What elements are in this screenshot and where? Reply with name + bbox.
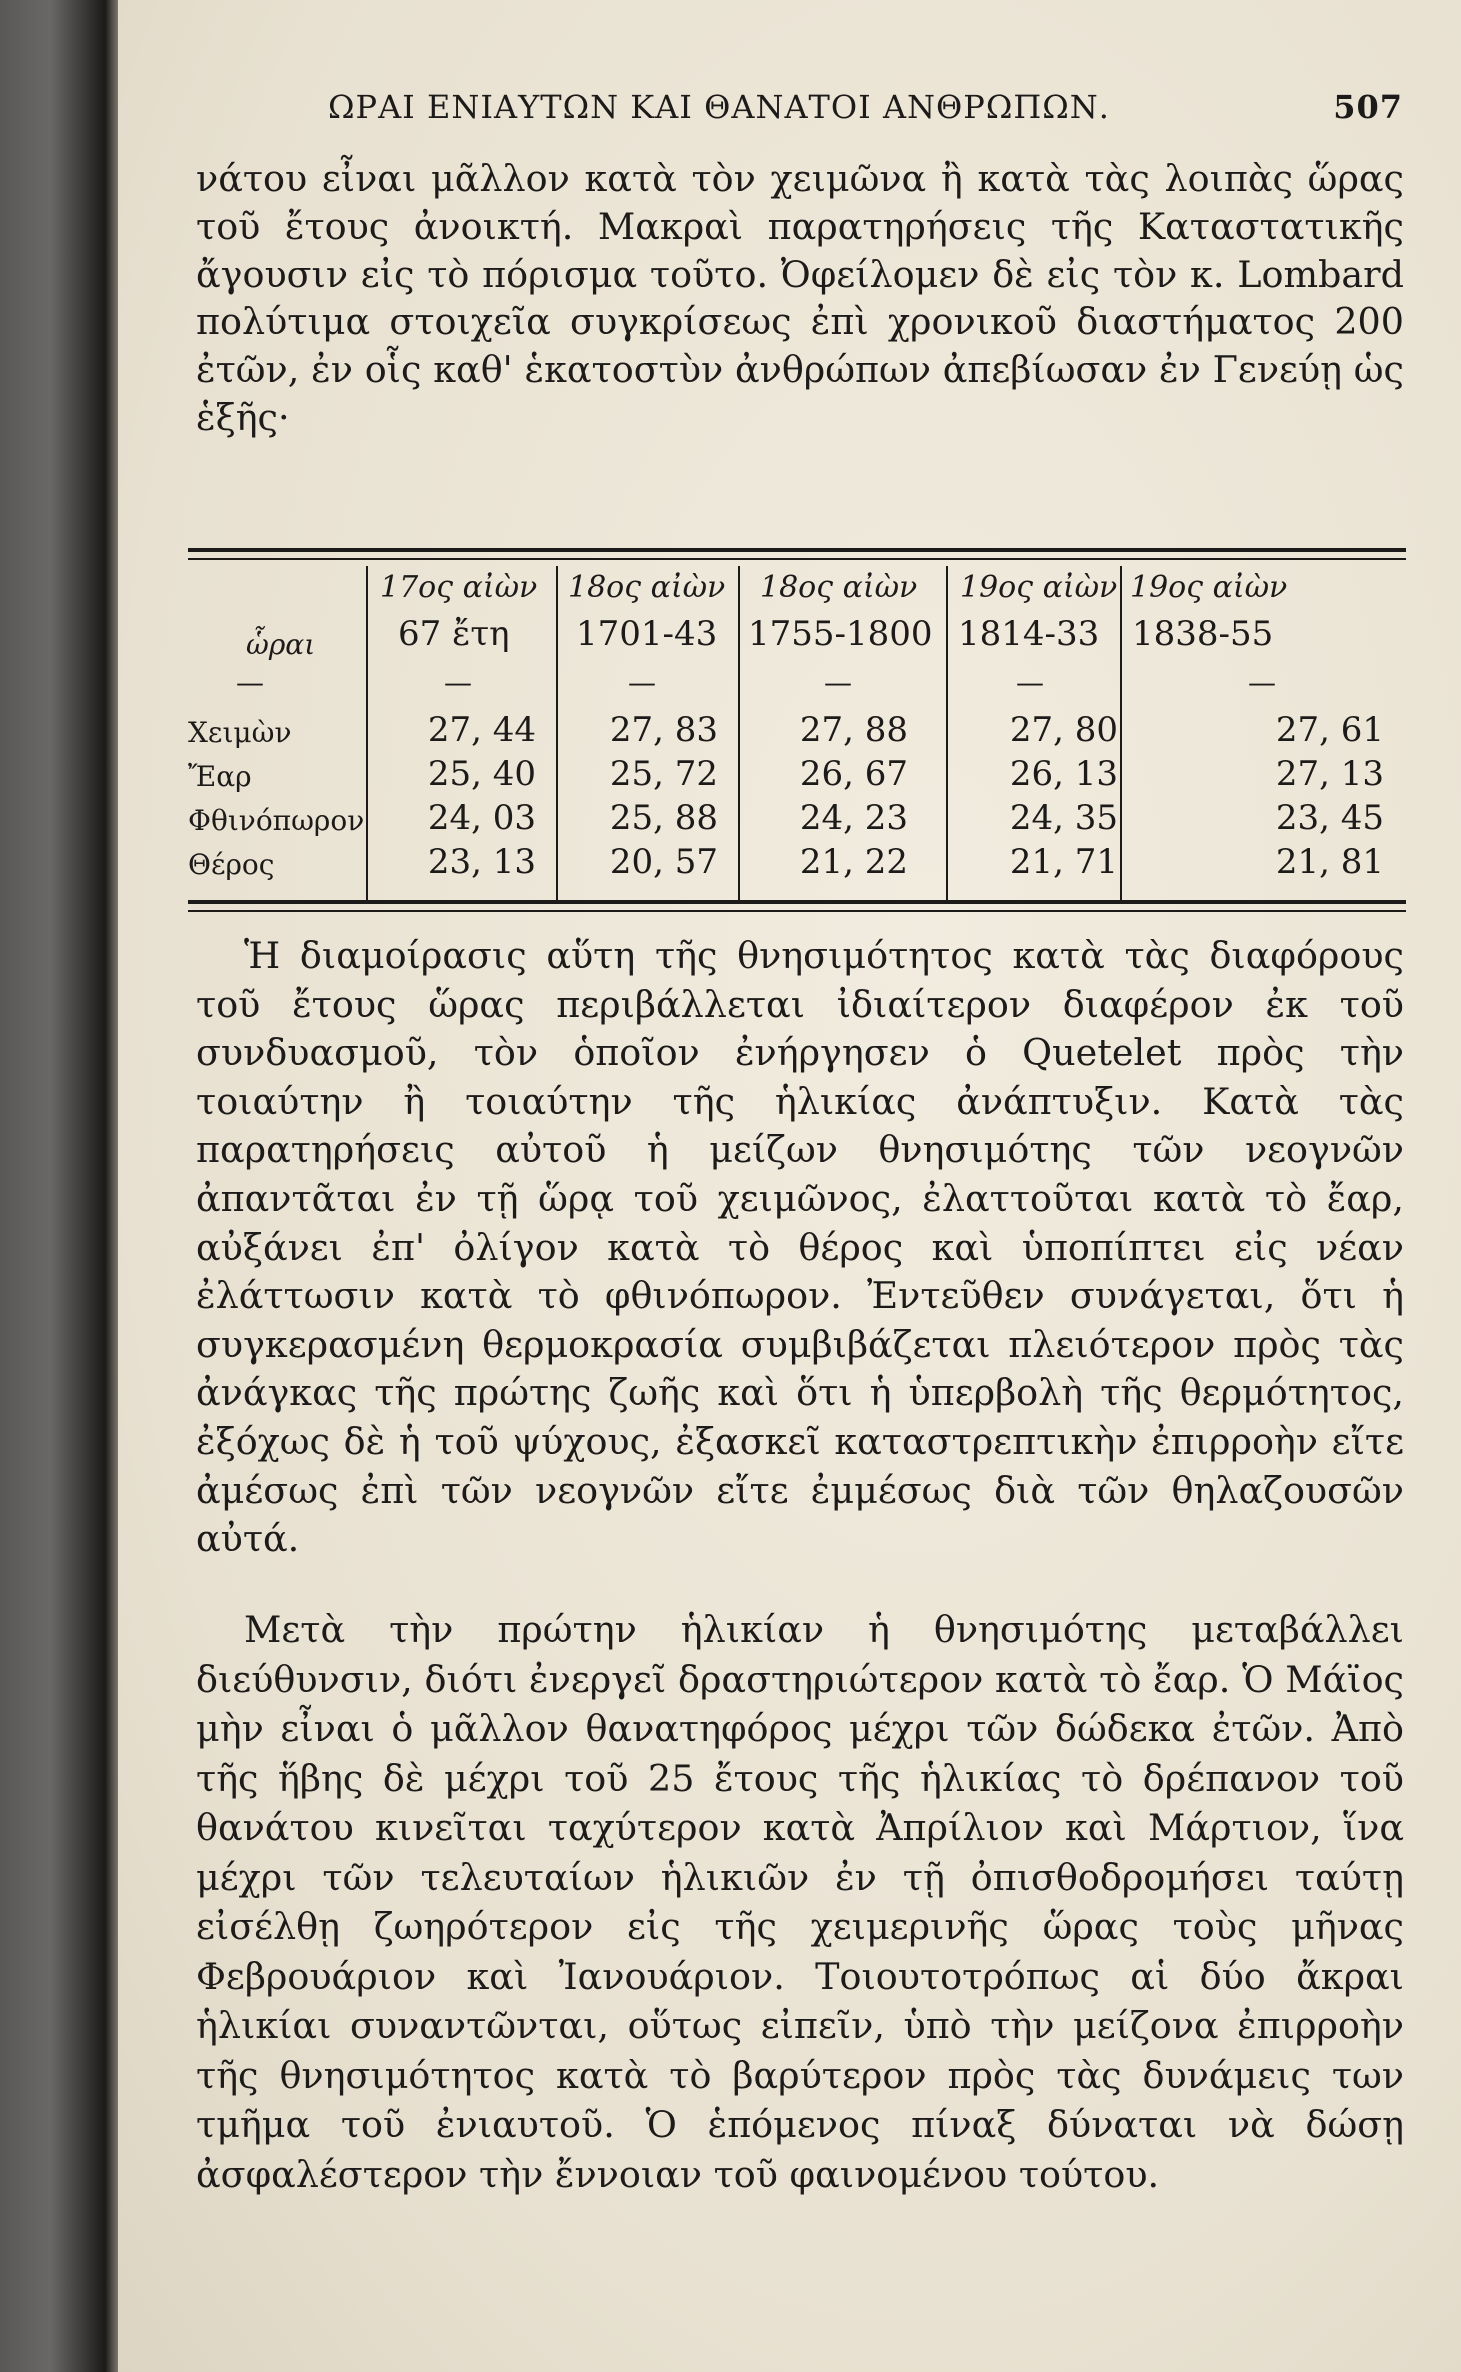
table-cell: 25, 40 <box>427 754 536 794</box>
table-cell: 25, 72 <box>609 754 718 794</box>
row-label-autumn: Φθινόπωρον <box>188 804 365 837</box>
column-divider <box>738 566 740 900</box>
table-cell: 27, 80 <box>1009 710 1118 750</box>
column-header-period: 67 ἔτη <box>398 614 510 654</box>
column-divider <box>366 566 368 900</box>
separator-dash: — <box>628 666 656 699</box>
paragraph-2-text: Ἡ διαμοίρασις αὕτη τῆς θνησιμότητος κατὰ τὰς διαφόρους τοῦ ἔτους ὥρας περιβάλλεται ἰδιαίτερον διαφέρον ἐκ τοῦ συνδυασμοῦ, τὸν ὁποῖον ἐνήργησεν ὁ Quetelet πρὸς τὴν τοιαύτην ἢ τοιαύτην τῆς ἡλικίας ἀνάπτυξιν. Κατὰ τὰς παρατηρήσεις αὐτοῦ ἡ μείζων θνησιμότης τῶν νεογνῶν ἀπαντᾶται ἐν τῇ ὥρᾳ τοῦ χειμῶνος, ἐλαττοῦται κατὰ τὸ ἔαρ, αὐξάνει ἐπ' ὀλίγον κατὰ τὸ θέρος καὶ ὑποπίπτει εἰς νέαν ἐλάττωσιν κατὰ τὸ φθινόπωρον. Ἐντεῦθεν συνάγεται, ὅτι ἡ συγκερασμένη θερμοκρασία συμβιβάζεται πλειότερον πρὸς τὰς ἀνάγκας τῆς πρώτης ζωῆς καὶ ὅτι ἡ ὑπερβολὴ τῆς θερμότητος, ἐξόχως δὲ ἡ τοῦ ψύχους, ἐξασκεῖ καταστρεπτικὴν ἐπιρροὴν εἴτε ἀμέσως ἐπὶ τῶν νεογνῶν εἴτε ἐμμέσως διὰ τῶν θηλαζουσῶν αὐτά. <box>196 934 1404 1561</box>
running-title: ΩΡΑΙ ΕΝΙΑΥΤΩΝ ΚΑΙ ΘΑΝΑΤΟΙ ΑΝΘΡΩΠΩΝ. <box>328 88 1110 126</box>
paragraph-1: νάτου εἶναι μᾶλλον κατὰ τὸν χειμῶνα ἢ κατὰ τὰς λοιπὰς ὥρας τοῦ ἔτους ἀνοικτή. Μακραὶ παρατηρήσεις τῆς Καταστατικῆς ἄγουσιν εἰς τὸ πόρισμα τοῦτο. Ὀφείλομεν δὲ εἰς τὸν κ. Lombard πολύτιμα στοιχεῖα συγκρίσεως ἐπὶ χρονικοῦ διαστήματος 200 ἐτῶν, ἐν οἷς καθ' ἑκατοστὺν ἀνθρώπων ἀπεβίωσαν ἐν Γενεύῃ ὡς ἑξῆς· <box>196 157 1404 439</box>
separator-dash: — <box>444 666 472 699</box>
table-rule-top-thin <box>188 558 1406 560</box>
separator-dash: — <box>1016 666 1044 699</box>
table-cell: 21, 22 <box>799 842 908 882</box>
table-cell: 26, 13 <box>1009 754 1118 794</box>
table-cell: 23, 13 <box>427 842 536 882</box>
table-cell: 27, 44 <box>427 710 536 750</box>
table-cell: 27, 61 <box>1275 710 1384 750</box>
table-rule-bottom <box>188 900 1406 904</box>
table-cell: 24, 03 <box>427 798 536 838</box>
paragraph-3-text: Μετὰ τὴν πρώτην ἡλικίαν ἡ θνησιμότης μεταβάλλει διεύθυνσιν, διότι ἐνεργεῖ δραστηριώτερον κατὰ τὸ ἔαρ. Ὁ Μάϊος μὴν εἶναι ὁ μᾶλλον θανατηφόρος μέχρι τῶν δώδεκα ἐτῶν. Ἀπὸ τῆς ἥβης δὲ μέχρι τοῦ 25 ἔτους τῆς ἡλικίας τὸ δρέπανον τοῦ θανάτου κινεῖται ταχύτερον κατὰ Ἀπρίλιον καὶ Μάρτιον, ἵνα μέχρι τῶν τελευταίων ἡλικιῶν ἐν τῇ ὀπισθοδρομήσει ταύτῃ εἰσέλθῃ ζωηρότερον εἰς τῆς χειμερινῆς ὥρας τοὺς μῆνας Φεβρουάριον καὶ Ἰανουάριον. Τοιουτοτρόπως αἱ δύο ἄκραι ἡλικίαι συναντῶνται, οὕτως εἰπεῖν, ὑπὸ τὴν μείζονα ἐπιρροὴν τῆς θνησιμότητος κατὰ τὸ βαρύτερον πρὸς τὰς δυνάμεις των τμῆμα τοῦ ἐνιαυτοῦ. Ὁ ἑπόμενος πίναξ δύναται νὰ δώσῃ ἀσφαλέστερον τὴν ἔννοιαν τοῦ φαινομένου τούτου. <box>196 1608 1404 2196</box>
book-page <box>118 0 1461 2372</box>
table-cell: 26, 67 <box>799 754 908 794</box>
row-label-summer: Θέρος <box>188 848 275 881</box>
table-cell: 27, 13 <box>1275 754 1384 794</box>
column-header-century: 17ος αἰὼν <box>380 570 538 605</box>
table-cell: 27, 88 <box>799 710 908 750</box>
column-divider <box>946 566 948 900</box>
column-header-century: 18ος αἰὼν <box>760 570 918 605</box>
row-label-winter: Χειμὼν <box>188 716 292 749</box>
column-header-period: 1838-55 <box>1132 614 1274 654</box>
page-number: 507 <box>1333 88 1403 126</box>
column-header-period: 1755-1800 <box>748 614 933 654</box>
column-divider <box>1120 566 1122 900</box>
row-label-spring: Ἔαρ <box>188 760 252 793</box>
table-cell: 20, 57 <box>609 842 718 882</box>
separator-dash: — <box>236 666 264 699</box>
table-rule-bottom-thin <box>188 910 1406 912</box>
table-cell: 21, 71 <box>1009 842 1118 882</box>
separator-dash: — <box>824 666 852 699</box>
column-header-period: 1701-43 <box>576 614 718 654</box>
table-cell: 27, 83 <box>609 710 718 750</box>
table-rule-top <box>188 548 1406 552</box>
table-cell: 25, 88 <box>609 798 718 838</box>
paragraph-3 <box>196 1605 1404 2199</box>
paragraph-2 <box>196 932 1404 1564</box>
column-header-period: 1814-33 <box>958 614 1100 654</box>
page-header <box>328 88 1403 136</box>
row-header-label: ὧραι <box>246 628 316 661</box>
table-cell: 23, 45 <box>1275 798 1384 838</box>
book-gutter <box>0 0 118 2372</box>
column-header-century: 19ος αἰὼν <box>960 570 1118 605</box>
table-cell: 24, 23 <box>799 798 908 838</box>
column-header-century: 19ος αἰὼν <box>1130 570 1288 605</box>
mortality-table <box>188 548 1406 918</box>
separator-dash: — <box>1248 666 1276 699</box>
table-cell: 24, 35 <box>1009 798 1118 838</box>
table-cell: 21, 81 <box>1275 842 1384 882</box>
column-divider <box>556 566 558 900</box>
column-header-century: 18ος αἰὼν <box>568 570 726 605</box>
